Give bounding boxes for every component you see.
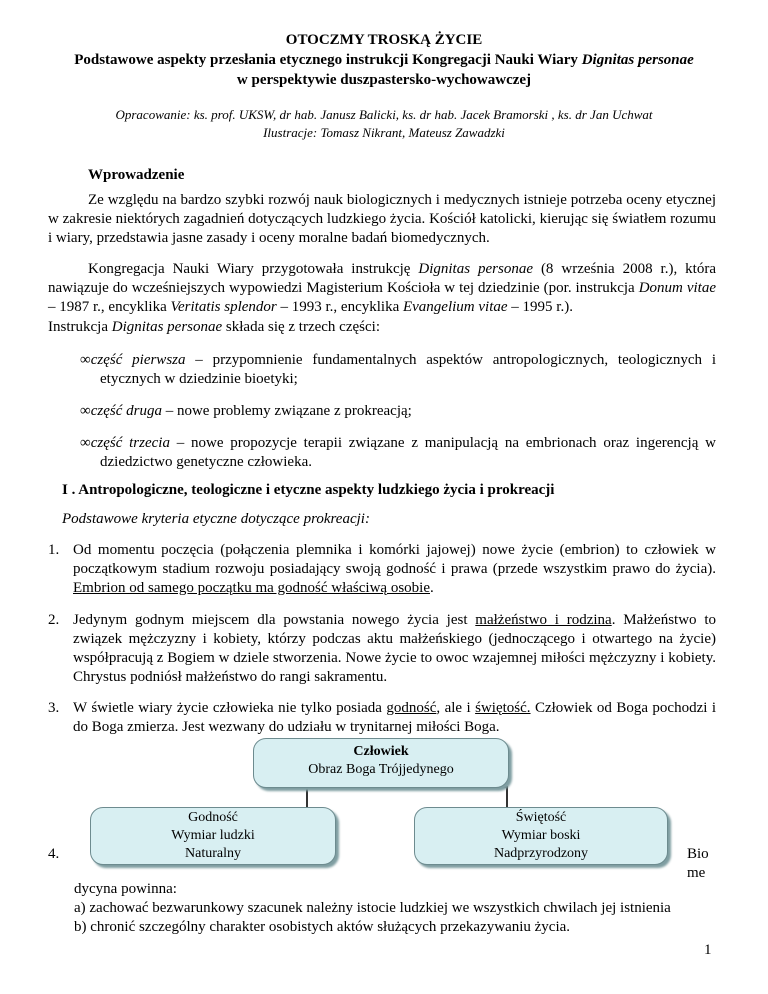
item-4-sub-b: b) chronić szczególny charakter osobistych aktów służących przekazywaniu życia. xyxy=(74,919,571,935)
item-4-side-text-2: me xyxy=(687,865,706,881)
list-item: ∞część pierwsza – przypomnienie fundamentalnych aspektów antropologicznych, teologicznych i etycznych w dziedzinie bioetyki; xyxy=(80,352,716,387)
diagram-connector xyxy=(506,787,508,807)
list-item: ∞część trzecia – nowe propozycje terapii związane z manipulacją na embrionach oraz ingerencją w dziedzictwo genetyczne człowieka. xyxy=(80,435,716,470)
diagram-left-line-3: Naturalny xyxy=(185,846,241,861)
bullet-mark: ∞ xyxy=(80,435,91,451)
intro-paragraph-3: Instrukcja Dignitas personae składa się z trzech części: xyxy=(48,319,380,335)
diagram-box-top xyxy=(253,738,509,788)
title-line-3: w perspektywie duszpastersko-wychowawczej xyxy=(236,72,532,88)
diagram-top-title: Człowiek xyxy=(353,744,409,759)
intro-paragraph-1: Ze względu na bardzo szybki rozwój nauk biologicznych i medycznych istnieje potrzeba oceny etycznej w zakresie niektórych zagadnień dotyczących ludzkiego życia. Kościół katolicki, kierując się światłem rozumu i wiary, przedstawia jasne zasady i oceny moralne badań biomedycznych. xyxy=(48,192,716,246)
credits-illustrations: Ilustracje: Tomasz Nikrant, Mateusz Zawadzki xyxy=(263,125,505,140)
credits xyxy=(40,106,728,142)
intro-heading: Wprowadzenie xyxy=(88,167,185,183)
numbered-item-3: 3. W świetle wiary życie człowieka nie tylko posiada godność, ale i świętość. Człowiek od Boga pochodzi i do Boga zmierza. Jest wezwany do udziału w trynitarnej miłości Boga. xyxy=(48,700,716,735)
section-heading: I . Antropologiczne, teologiczne i etyczne aspekty ludzkiego życia i prokreacji xyxy=(62,482,555,498)
diagram-top-subtitle: Obraz Boga Trójjedynego xyxy=(308,762,454,777)
diagram-left-line-1: Godność xyxy=(188,810,238,825)
diagram-connector xyxy=(306,787,308,807)
section-subheading: Podstawowe kryteria etyczne dotyczące prokreacji: xyxy=(62,511,370,527)
diagram-right-line-1: Świętość xyxy=(515,810,567,825)
item-4-line: dycyna powinna: xyxy=(74,881,177,897)
diagram-left-line-2: Wymiar ludzki xyxy=(171,828,255,843)
diagram-right-line-3: Nadprzyrodzony xyxy=(493,846,589,861)
list-item: ∞część druga – nowe problemy związane z prokreacją; xyxy=(80,403,412,419)
page-number: 1 xyxy=(704,942,712,958)
bullet-mark: ∞ xyxy=(80,352,91,368)
diagram-box-left xyxy=(90,807,336,865)
diagram-box-right xyxy=(414,807,668,865)
document-title xyxy=(40,30,728,90)
diagram-right-line-2: Wymiar boski xyxy=(501,828,581,843)
item-4-sub-a: a) zachować bezwarunkowy szacunek należny istocie ludzkiej we wszystkich chwilach jej istnienia xyxy=(74,900,671,916)
numbered-item-1: 1. Od momentu poczęcia (połączenia plemnika i komórki jajowej) nowe życie (embrion) to człowiek w początkowym stadium rozwoju posiadający swoją godność i prawa (przede wszystkim prawo do życia). Embrion od samego początku ma godność właściwą osobie. xyxy=(48,542,716,596)
intro-paragraph-2: Kongregacja Nauki Wiary przygotowała instrukcję Dignitas personae (8 września 2008 r.), która nawiązuje do wcześniejszych wypowiedzi Magisterium Kościoła w tej dziedzinie (por. instrukcja Donum vitae – 1987 r., encyklika Veritatis splendor – 1993 r., encyklika Evangelium vitae – 1995 r.). xyxy=(48,261,716,315)
title-line-2: Podstawowe aspekty przesłania etycznego instrukcji Kongregacji Nauki Wiary Dignitas personae xyxy=(74,52,694,68)
title-line-1: OTOCZMY TROSKĄ ŻYCIE xyxy=(285,32,483,48)
numbered-item-4-number: 4. xyxy=(48,846,60,862)
numbered-item-2: 2. Jedynym godnym miejscem dla powstania nowego życia jest małżeństwo i rodzina. Małżeństwo to związek mężczyzny i kobiety, którzy podczas aktu małżeńskiego (jednoczącego i otwartego na życie) współpracują z Bogiem w dziele stworzenia. Nowe życie to owoc wzajemnej miłości mężczyzny i kobiety. Chrystus podniósł małżeństwo do rangi sakramentu. xyxy=(48,612,717,685)
credits-authors: Opracowanie: ks. prof. UKSW, dr hab. Janusz Balicki, ks. dr hab. Jacek Bramorski , ks. dr Jan Uchwat xyxy=(115,107,653,122)
bullet-mark: ∞ xyxy=(80,403,91,419)
item-4-side-text-1: Bio xyxy=(687,846,709,862)
